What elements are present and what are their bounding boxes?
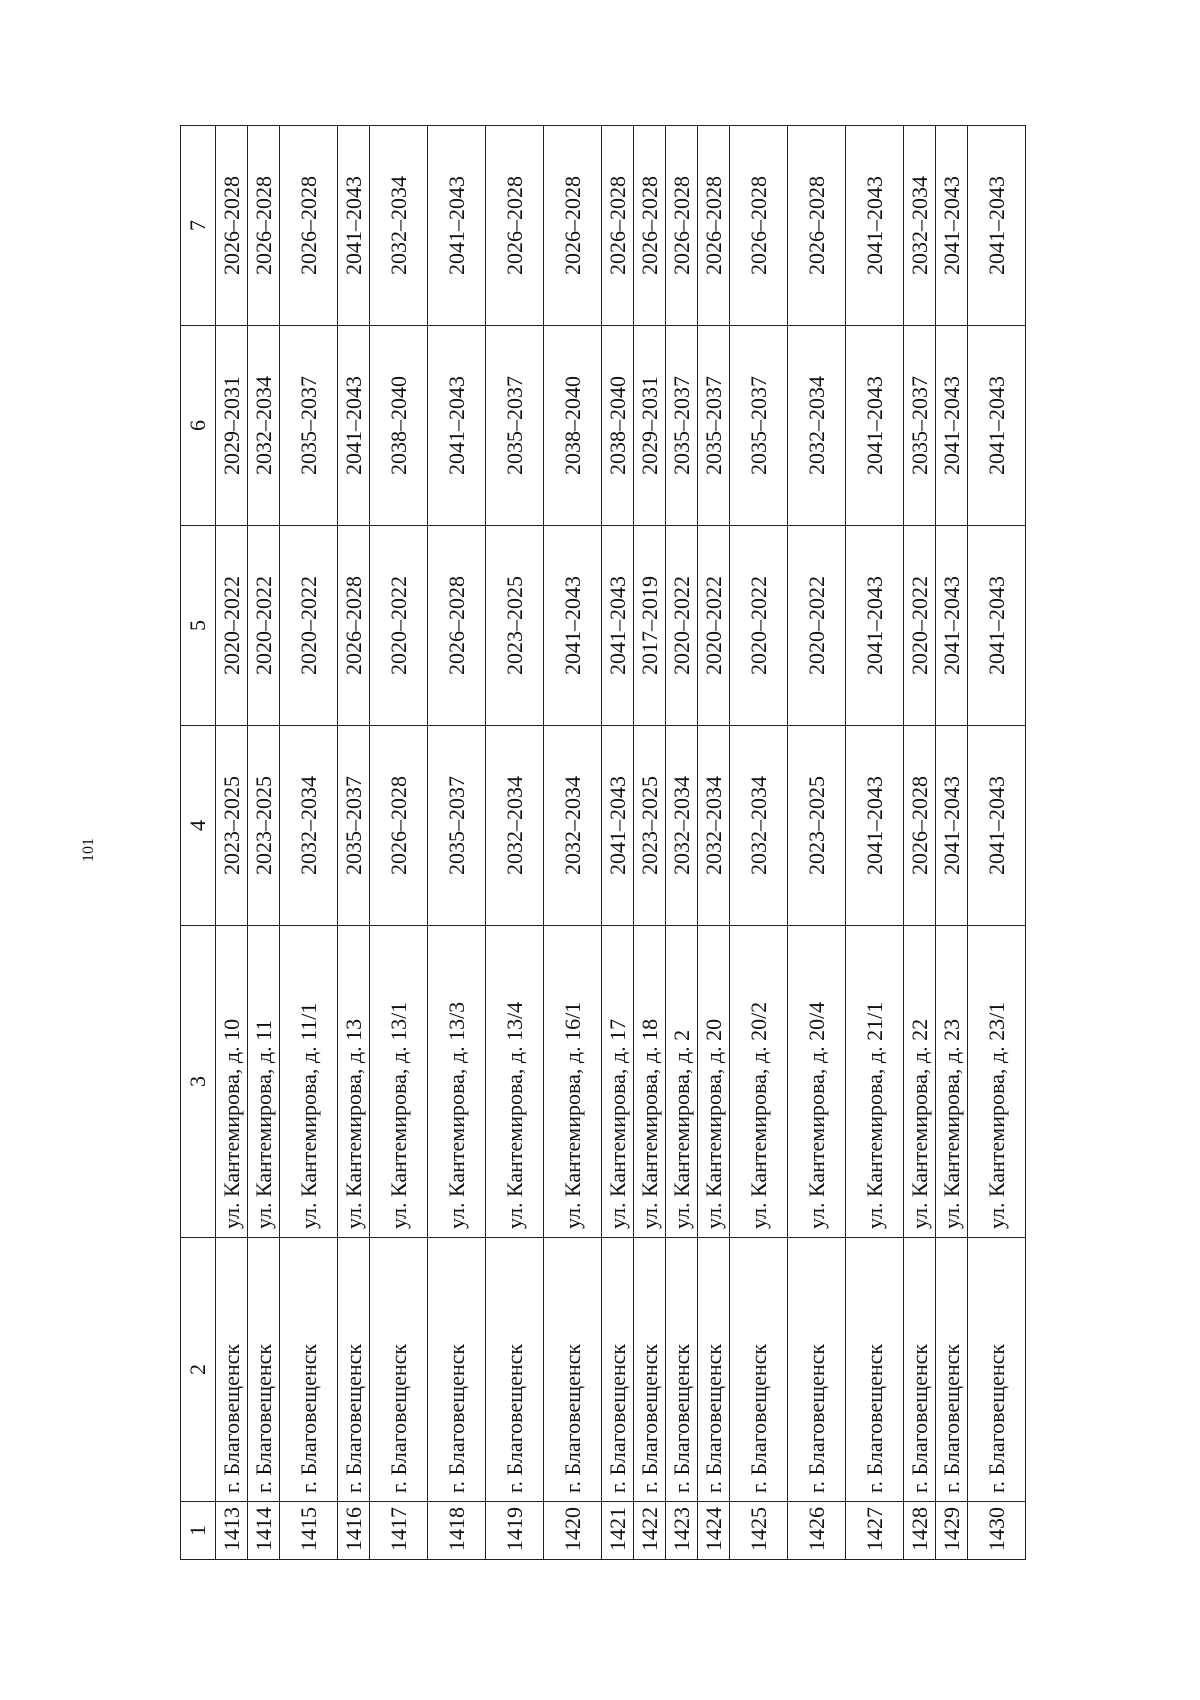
column-header: 5 [181, 526, 216, 726]
table-row [428, 126, 486, 1560]
period-cell-6: 2035–2037 [666, 326, 698, 526]
city-cell: г. Благовещенск [904, 1238, 936, 1502]
address-cell: ул. Кантемирова, д. 13/3 [428, 926, 486, 1238]
column-header: 1 [181, 1502, 216, 1560]
table-row [730, 126, 788, 1560]
header-row [181, 126, 216, 1560]
period-cell-5: 2041–2043 [846, 526, 904, 726]
period-cell-6: 2041–2043 [846, 326, 904, 526]
period-cell-4: 2023–2025 [248, 726, 280, 926]
period-cell-6: 2041–2043 [338, 326, 370, 526]
address-cell: ул. Кантемирова, д. 22 [904, 926, 936, 1238]
table-row [788, 126, 846, 1560]
row-number: 1415 [280, 1502, 338, 1560]
period-cell-6: 2038–2040 [602, 326, 634, 526]
period-cell-5: 2020–2022 [730, 526, 788, 726]
address-cell: ул. Кантемирова, д. 20 [698, 926, 730, 1238]
period-cell-6: 2035–2037 [904, 326, 936, 526]
city-cell: г. Благовещенск [248, 1238, 280, 1502]
table-body [216, 126, 1026, 1560]
period-cell-5: 2041–2043 [968, 526, 1026, 726]
city-cell: г. Благовещенск [602, 1238, 634, 1502]
period-cell-5: 2017–2019 [634, 526, 666, 726]
period-cell-5: 2026–2028 [338, 526, 370, 726]
table-row [666, 126, 698, 1560]
table-row [936, 126, 968, 1560]
address-cell: ул. Кантемирова, д. 13 [338, 926, 370, 1238]
period-cell-7: 2026–2028 [544, 126, 602, 326]
period-cell-7: 2041–2043 [428, 126, 486, 326]
period-cell-4: 2023–2025 [634, 726, 666, 926]
table-row [280, 126, 338, 1560]
table-row [698, 126, 730, 1560]
period-cell-5: 2020–2022 [248, 526, 280, 726]
row-number: 1419 [486, 1502, 544, 1560]
table-row [248, 126, 280, 1560]
page-number: 101 [80, 838, 97, 862]
table-row [602, 126, 634, 1560]
row-number: 1427 [846, 1502, 904, 1560]
period-cell-5: 2041–2043 [936, 526, 968, 726]
table-row [846, 126, 904, 1560]
city-cell: г. Благовещенск [698, 1238, 730, 1502]
period-cell-6: 2038–2040 [370, 326, 428, 526]
period-cell-7: 2041–2043 [338, 126, 370, 326]
row-number: 1424 [698, 1502, 730, 1560]
city-cell: г. Благовещенск [216, 1238, 248, 1502]
period-cell-4: 2041–2043 [846, 726, 904, 926]
period-cell-4: 2032–2034 [698, 726, 730, 926]
period-cell-7: 2041–2043 [846, 126, 904, 326]
address-cell: ул. Кантемирова, д. 21/1 [846, 926, 904, 1238]
period-cell-7: 2026–2028 [602, 126, 634, 326]
period-cell-5: 2026–2028 [428, 526, 486, 726]
row-number: 1416 [338, 1502, 370, 1560]
period-cell-4: 2023–2025 [216, 726, 248, 926]
period-cell-7: 2041–2043 [968, 126, 1026, 326]
period-cell-4: 2026–2028 [904, 726, 936, 926]
row-number: 1418 [428, 1502, 486, 1560]
address-cell: ул. Кантемирова, д. 20/4 [788, 926, 846, 1238]
address-cell: ул. Кантемирова, д. 23 [936, 926, 968, 1238]
period-cell-6: 2035–2037 [486, 326, 544, 526]
row-number: 1417 [370, 1502, 428, 1560]
column-header: 7 [181, 126, 216, 326]
city-cell: г. Благовещенск [968, 1238, 1026, 1502]
address-cell: ул. Кантемирова, д. 17 [602, 926, 634, 1238]
address-cell: ул. Кантемирова, д. 16/1 [544, 926, 602, 1238]
city-cell: г. Благовещенск [338, 1238, 370, 1502]
table-row [216, 126, 248, 1560]
period-cell-5: 2041–2043 [602, 526, 634, 726]
address-cell: ул. Кантемирова, д. 20/2 [730, 926, 788, 1238]
period-cell-4: 2041–2043 [968, 726, 1026, 926]
row-number: 1428 [904, 1502, 936, 1560]
address-cell: ул. Кантемирова, д. 2 [666, 926, 698, 1238]
period-cell-6: 2035–2037 [698, 326, 730, 526]
table-row [338, 126, 370, 1560]
period-cell-4: 2041–2043 [602, 726, 634, 926]
period-cell-4: 2041–2043 [936, 726, 968, 926]
period-cell-7: 2026–2028 [486, 126, 544, 326]
period-cell-5: 2023–2025 [486, 526, 544, 726]
period-cell-4: 2032–2034 [666, 726, 698, 926]
column-header: 2 [181, 1238, 216, 1502]
address-cell: ул. Кантемирова, д. 18 [634, 926, 666, 1238]
table-row [634, 126, 666, 1560]
period-cell-4: 2035–2037 [338, 726, 370, 926]
period-cell-6: 2035–2037 [280, 326, 338, 526]
period-cell-7: 2026–2028 [698, 126, 730, 326]
period-cell-4: 2032–2034 [486, 726, 544, 926]
city-cell: г. Благовещенск [544, 1238, 602, 1502]
period-cell-5: 2020–2022 [370, 526, 428, 726]
rotated-table-container [180, 125, 1026, 1560]
period-cell-7: 2041–2043 [936, 126, 968, 326]
schedule-table [180, 125, 1026, 1560]
period-cell-5: 2020–2022 [666, 526, 698, 726]
city-cell: г. Благовещенск [486, 1238, 544, 1502]
period-cell-7: 2026–2028 [280, 126, 338, 326]
period-cell-7: 2032–2034 [370, 126, 428, 326]
period-cell-6: 2041–2043 [936, 326, 968, 526]
period-cell-5: 2020–2022 [788, 526, 846, 726]
period-cell-7: 2026–2028 [788, 126, 846, 326]
city-cell: г. Благовещенск [370, 1238, 428, 1502]
column-header: 4 [181, 726, 216, 926]
city-cell: г. Благовещенск [428, 1238, 486, 1502]
city-cell: г. Благовещенск [666, 1238, 698, 1502]
address-cell: ул. Кантемирова, д. 13/4 [486, 926, 544, 1238]
row-number: 1423 [666, 1502, 698, 1560]
table-row [968, 126, 1026, 1560]
row-number: 1421 [602, 1502, 634, 1560]
row-number: 1426 [788, 1502, 846, 1560]
period-cell-7: 2026–2028 [666, 126, 698, 326]
period-cell-4: 2032–2034 [730, 726, 788, 926]
table-row [544, 126, 602, 1560]
address-cell: ул. Кантемирова, д. 10 [216, 926, 248, 1238]
address-cell: ул. Кантемирова, д. 11 [248, 926, 280, 1238]
row-number: 1414 [248, 1502, 280, 1560]
period-cell-6: 2038–2040 [544, 326, 602, 526]
table-row [904, 126, 936, 1560]
period-cell-4: 2032–2034 [544, 726, 602, 926]
period-cell-6: 2035–2037 [730, 326, 788, 526]
address-cell: ул. Кантемирова, д. 23/1 [968, 926, 1026, 1238]
row-number: 1413 [216, 1502, 248, 1560]
row-number: 1425 [730, 1502, 788, 1560]
period-cell-4: 2032–2034 [280, 726, 338, 926]
table-row [486, 126, 544, 1560]
period-cell-4: 2035–2037 [428, 726, 486, 926]
period-cell-4: 2026–2028 [370, 726, 428, 926]
period-cell-5: 2020–2022 [698, 526, 730, 726]
city-cell: г. Благовещенск [936, 1238, 968, 1502]
period-cell-7: 2026–2028 [730, 126, 788, 326]
city-cell: г. Благовещенск [846, 1238, 904, 1502]
column-header: 3 [181, 926, 216, 1238]
table-row [370, 126, 428, 1560]
row-number: 1429 [936, 1502, 968, 1560]
city-cell: г. Благовещенск [280, 1238, 338, 1502]
period-cell-6: 2029–2031 [216, 326, 248, 526]
period-cell-7: 2026–2028 [248, 126, 280, 326]
row-number: 1422 [634, 1502, 666, 1560]
city-cell: г. Благовещенск [730, 1238, 788, 1502]
period-cell-5: 2020–2022 [280, 526, 338, 726]
column-header: 6 [181, 326, 216, 526]
address-cell: ул. Кантемирова, д. 11/1 [280, 926, 338, 1238]
period-cell-6: 2032–2034 [788, 326, 846, 526]
period-cell-7: 2026–2028 [634, 126, 666, 326]
period-cell-5: 2020–2022 [216, 526, 248, 726]
period-cell-7: 2032–2034 [904, 126, 936, 326]
row-number: 1430 [968, 1502, 1026, 1560]
period-cell-6: 2029–2031 [634, 326, 666, 526]
period-cell-6: 2041–2043 [968, 326, 1026, 526]
period-cell-4: 2023–2025 [788, 726, 846, 926]
row-number: 1420 [544, 1502, 602, 1560]
period-cell-5: 2041–2043 [544, 526, 602, 726]
address-cell: ул. Кантемирова, д. 13/1 [370, 926, 428, 1238]
period-cell-6: 2041–2043 [428, 326, 486, 526]
period-cell-7: 2026–2028 [216, 126, 248, 326]
period-cell-6: 2032–2034 [248, 326, 280, 526]
city-cell: г. Благовещенск [634, 1238, 666, 1502]
city-cell: г. Благовещенск [788, 1238, 846, 1502]
period-cell-5: 2020–2022 [904, 526, 936, 726]
